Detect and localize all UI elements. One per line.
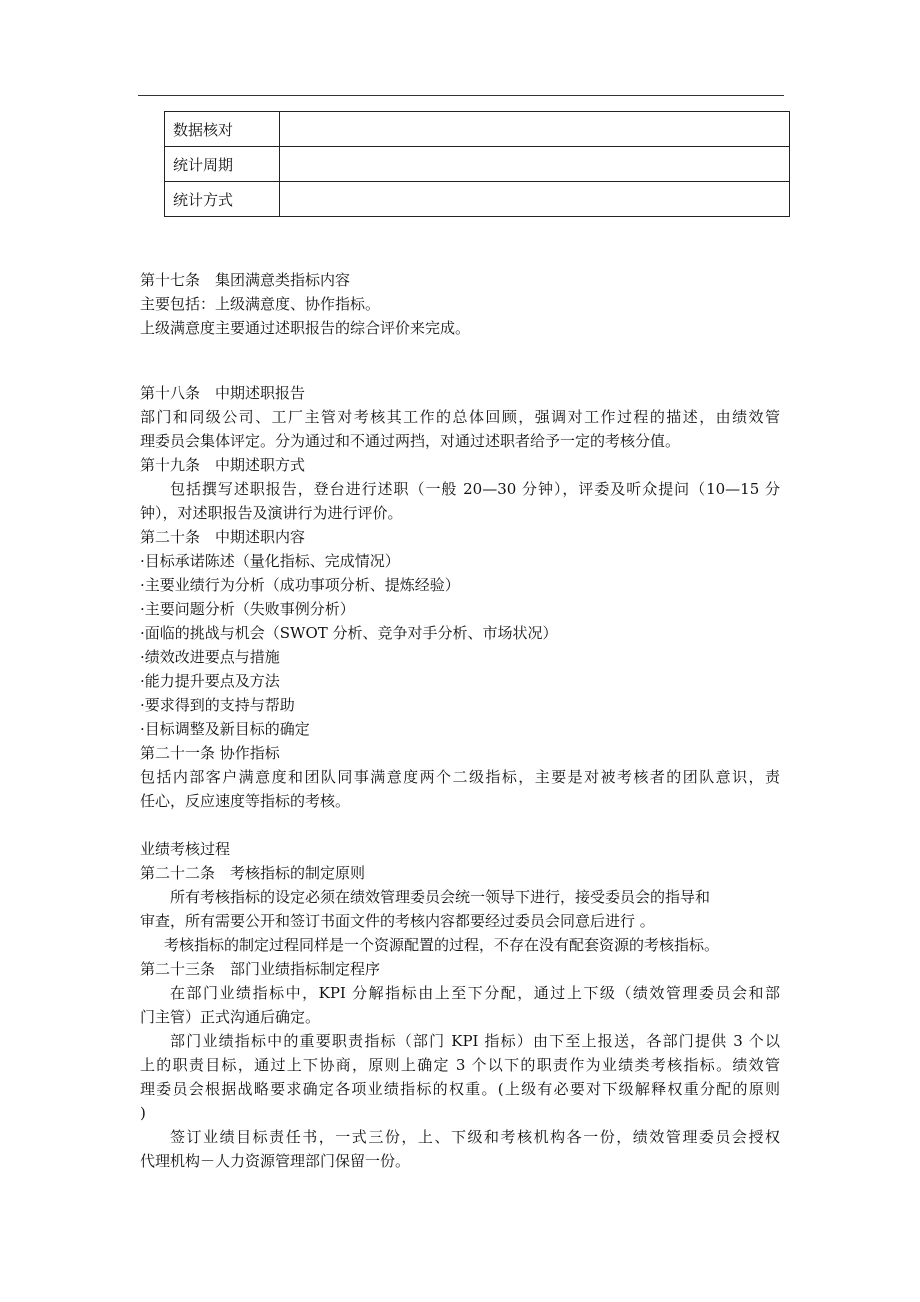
article-18-title: 第十八条 中期述职报告: [140, 384, 306, 402]
article-17-title: 第十七条 集团满意类指标内容: [140, 271, 351, 289]
table-cell-label: 统计方式: [165, 182, 280, 217]
list-item: ·主要问题分析（失败事例分析）: [140, 600, 355, 618]
paragraph-line: 代理机构－人力资源管理部门保留一份。: [140, 1152, 411, 1170]
table-row: [165, 147, 790, 182]
paragraph-line: 部门业绩指标中的重要职责指标（部门 KPI 指标）由下至上报送，各部门提供 3 个以: [170, 1032, 780, 1050]
table-cell-value: [280, 147, 790, 182]
list-item: ·目标调整及新目标的确定: [140, 720, 310, 738]
paragraph-line: 理委员会根据战略要求确定各项业绩指标的权重。(上级有必要对下级解释权重分配的原则: [140, 1080, 780, 1098]
list-item: ·目标承诺陈述（量化指标、完成情况）: [140, 552, 400, 570]
paragraph-line: 任心，反应速度等指标的考核。: [140, 792, 351, 810]
paragraph-line: 考核指标的制定过程同样是一个资源配置的过程，不存在没有配套资源的考核指标。: [164, 936, 720, 954]
list-item: ·面临的挑战与机会（SWOT 分析、竞争对手分析、市场状况）: [140, 624, 558, 642]
list-item: ·要求得到的支持与帮助: [140, 696, 295, 714]
table-row: [165, 182, 790, 217]
list-item: ·绩效改进要点与措施: [140, 648, 280, 666]
table-cell-value: [280, 182, 790, 217]
paragraph-line: 理委员会集体评定。分为通过和不通过两挡，对通过述职者给予一定的考核分值。: [140, 432, 681, 450]
paragraph-line: 主要包括：上级满意度、协作指标。: [140, 295, 381, 313]
paragraph-line: 上级满意度主要通过述职报告的综合评价来完成。: [140, 319, 471, 337]
list-item: ·能力提升要点及方法: [140, 672, 280, 690]
header-rule: [138, 95, 784, 96]
paragraph-line: 门主管）正式沟通后确定。: [140, 1008, 321, 1026]
paragraph-line: ): [140, 1104, 146, 1122]
table-cell-value: [280, 112, 790, 147]
document-body: [140, 268, 780, 1173]
table-row: [165, 112, 790, 147]
paragraph-line: 上的职责目标，通过上下协商，原则上确定 3 个以下的职责作为业绩类考核指标。绩效管: [140, 1056, 780, 1074]
article-22-title: 第二十二条 考核指标的制定原则: [140, 864, 366, 882]
paragraph-line: 在部门业绩指标中，KPI 分解指标由上至下分配，通过上下级（绩效管理委员会和部: [170, 984, 780, 1002]
table-cell-label: 数据核对: [165, 112, 280, 147]
article-20-title: 第二十条 中期述职内容: [140, 528, 306, 546]
article-23-title: 第二十三条 部门业绩指标制定程序: [140, 960, 381, 978]
list-item: ·主要业绩行为分析（成功事项分析、提炼经验）: [140, 576, 460, 594]
table-cell-label: 统计周期: [165, 147, 280, 182]
paragraph-line: 所有考核指标的设定必须在绩效管理委员会统一领导下进行，接受委员会的指导和: [170, 888, 711, 906]
paragraph-line: 审查，所有需要公开和签订书面文件的考核内容都要经过委员会同意后进行 。: [140, 912, 655, 930]
paragraph-line: 钟），对述职报告及演讲行为进行评价。: [140, 504, 403, 522]
article-21-title: 第二十一条 协作指标: [140, 744, 280, 762]
section-heading: 业绩考核过程: [140, 840, 231, 858]
paragraph-line: 包括撰写述职报告，登台进行述职（一般 20—30 分钟），评委及听众提问（10—15 分: [170, 480, 780, 498]
statistics-table: [164, 111, 790, 217]
article-19-title: 第十九条 中期述职方式: [140, 456, 306, 474]
paragraph-line: 签订业绩目标责任书，一式三份，上、下级和考核机构各一份，绩效管理委员会授权: [170, 1128, 780, 1146]
paragraph-line: 包括内部客户满意度和团队同事满意度两个二级指标，主要是对被考核者的团队意识，责: [140, 768, 780, 786]
paragraph-line: 部门和同级公司、工厂主管对考核其工作的总体回顾，强调对工作过程的描述，由绩效管: [140, 408, 780, 426]
